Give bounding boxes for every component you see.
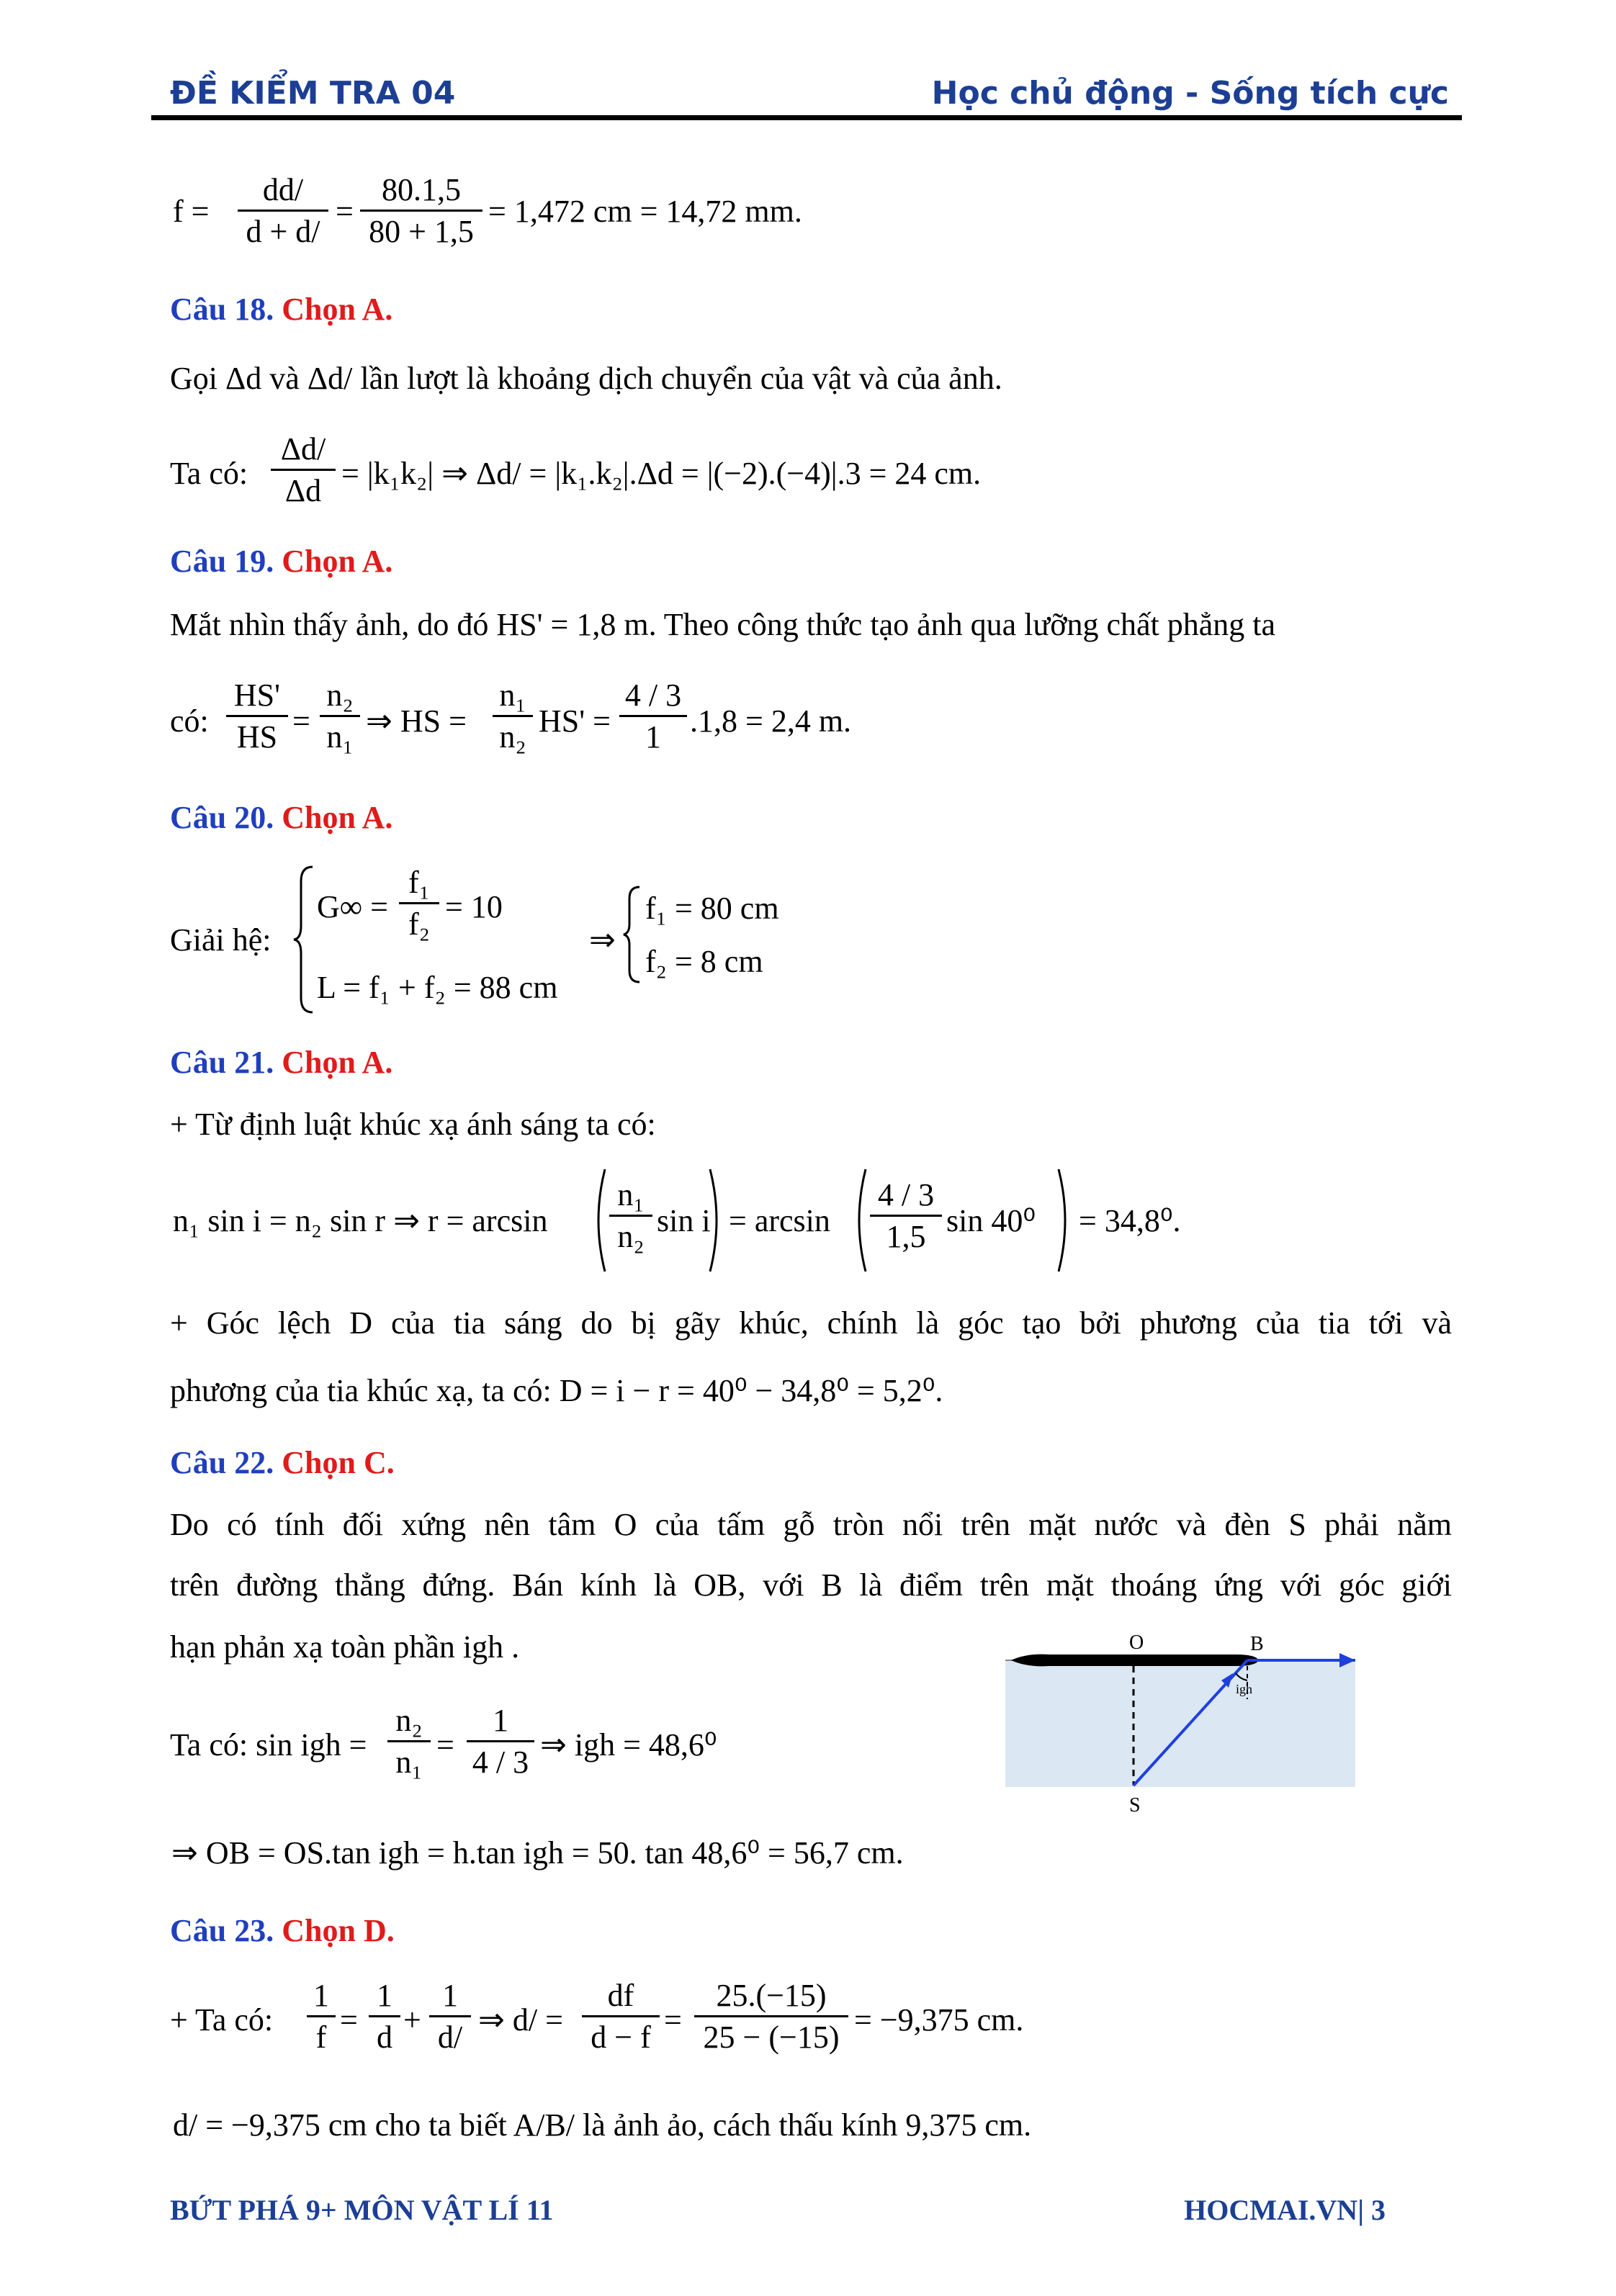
- refraction-diagram: [1005, 1634, 1380, 1822]
- q21-text-1: + Từ định luật khúc xạ ánh sáng ta có:: [170, 1107, 656, 1142]
- fraction-bar: [238, 210, 328, 212]
- fraction-bar: [467, 1740, 534, 1742]
- q19-fraction-3: [493, 677, 533, 755]
- q23-fraction-1: [307, 1977, 336, 2056]
- q17-frac2-num: 80.1,5: [382, 172, 461, 207]
- q22-text-1: Do có tính đối xứng nên tâm O của tấm gỗ tròn nổi trên mặt nước và đèn S phải nằm: [170, 1507, 1452, 1542]
- q22-f2-num: 1: [493, 1703, 508, 1738]
- q23-fraction-5: [694, 1977, 848, 2056]
- question-number: Câu 18.: [170, 292, 274, 327]
- fraction-bar: [870, 1215, 942, 1217]
- q20-g-rhs: = 10: [445, 889, 503, 924]
- fraction-bar: [360, 210, 482, 212]
- fraction-bar: [271, 469, 336, 471]
- q23-text: d/ = −9,375 cm cho ta biết A/B/ là ảnh ảo, cách thấu kính 9,375 cm.: [173, 2107, 1032, 2143]
- answer-choice: Chọn C.: [282, 1445, 395, 1480]
- fraction-bar: [582, 2015, 660, 2017]
- q23-f1-num: 1: [313, 1978, 329, 2013]
- fraction-bar: [609, 1215, 652, 1217]
- q23-f5-num: 25.(−15): [716, 1978, 827, 2013]
- q23-f3-den: d/: [437, 2020, 463, 2055]
- q17-result: = 1,472 cm = 14,72 mm.: [488, 194, 802, 229]
- q17-frac1-den: d + d/: [246, 214, 320, 249]
- q22-fraction-1: [387, 1702, 431, 1780]
- q23-fraction-4: [582, 1977, 660, 2056]
- q19-eq1: =: [292, 703, 310, 739]
- q21-end: sin 40⁰: [946, 1203, 1036, 1238]
- q23-end: = −9,375 cm.: [854, 2002, 1024, 2038]
- q17-f-lhs: f =: [173, 194, 210, 229]
- q21-result: = 34,8⁰.: [1079, 1203, 1181, 1238]
- q19-f4-den: 1: [645, 719, 661, 755]
- q20-r2: f₂ = 8 cm: [645, 944, 763, 979]
- fraction-bar: [694, 2015, 848, 2017]
- q18-frac-num: Δd/: [280, 431, 326, 467]
- right-paren-icon: [706, 1166, 727, 1274]
- q20-l-eq: L = f₁ + f₂ = 88 cm: [317, 970, 558, 1005]
- q21-lhs: n₁ sin i = n₂ sin r ⇒ r = arcsin: [173, 1203, 548, 1238]
- q23-f2-den: d: [377, 2020, 392, 2055]
- q19-f4-num: 4 / 3: [624, 677, 682, 713]
- question-number: Câu 22.: [170, 1445, 274, 1480]
- q19-f2-den: n₁: [326, 719, 354, 755]
- q17-frac1-num: dd/: [262, 172, 304, 207]
- fraction-bar: [619, 715, 687, 717]
- q20-giai-he: Giải hệ:: [170, 922, 271, 958]
- fraction-bar: [320, 715, 360, 717]
- q22-f1-num: n₂: [395, 1703, 423, 1738]
- left-brace-icon: [291, 864, 315, 1015]
- q19-fraction-1: [226, 677, 288, 755]
- answer-choice: Chọn D.: [282, 1913, 395, 1948]
- q17-fraction-1: [238, 171, 328, 250]
- footer-course: BỨT PHÁ 9+ MÔN VẬT LÍ 11: [170, 2194, 554, 2226]
- q19-mid: ⇒ HS =: [366, 703, 467, 739]
- fraction-bar: [399, 902, 439, 904]
- question-number: Câu 19.: [170, 544, 274, 579]
- q23-plus: + Ta có:: [170, 2002, 274, 2038]
- q23-eq2: =: [664, 2002, 682, 2038]
- question-number: Câu 23.: [170, 1913, 274, 1948]
- footer-site-page: HOCMAI.VN| 3: [1184, 2194, 1386, 2226]
- q22-line-2: ⇒ OB = OS.tan igh = h.tan igh = 50. tan 48,6⁰ = 56,7 cm.: [171, 1835, 904, 1870]
- q18-text: Gọi Δd và Δd/ lần lượt là khoảng dịch chuyển của vật và của ảnh.: [170, 361, 1002, 396]
- q21-f1-den: n₂: [617, 1219, 645, 1254]
- q19-f1-den: HS: [236, 719, 278, 755]
- fraction-bar: [226, 715, 288, 717]
- water-region: [1005, 1660, 1355, 1787]
- q20-heading: [170, 799, 392, 836]
- fraction-bar: [369, 2015, 400, 2017]
- answer-choice: Chọn A.: [282, 1045, 393, 1080]
- q22-f1-den: n₁: [395, 1744, 423, 1780]
- header-title: ĐỀ KIỂM TRA 04: [170, 75, 456, 112]
- q19-f2-num: n₂: [326, 677, 354, 713]
- answer-choice: Chọn A.: [282, 544, 393, 579]
- q21-fraction-2: [870, 1176, 942, 1255]
- q21-mid: sin i: [657, 1203, 711, 1238]
- q22-fraction-2: [467, 1702, 534, 1780]
- left-paren-icon: [588, 1166, 609, 1274]
- q22-text-3: hạn phản xạ toàn phần igh .: [170, 1629, 520, 1665]
- q23-f4-num: df: [607, 1978, 634, 2013]
- question-number: Câu 20.: [170, 800, 274, 835]
- q18-ta-co: Ta có:: [170, 456, 248, 491]
- q21-mid2: = arcsin: [729, 1203, 830, 1238]
- q22-text-2: trên đường thẳng đứng. Bán kính là OB, với B là điểm trên mặt thoáng ứng với góc giới: [170, 1567, 1452, 1603]
- right-paren-icon: [1054, 1166, 1076, 1274]
- q18-equation: = |k₁k₂| ⇒ Δd/ = |k₁.k₂|.Δd = |(−2).(−4)|.3 = 24 cm.: [341, 456, 982, 491]
- label-igh: igh: [1236, 1682, 1253, 1696]
- q23-f4-den: d − f: [591, 2020, 651, 2055]
- q22-heading: [170, 1444, 395, 1481]
- q21-f2-den: 1,5: [886, 1219, 926, 1254]
- answer-choice: Chọn A.: [282, 292, 393, 327]
- q17-fraction-2: [360, 171, 482, 250]
- q19-fraction-4: [619, 677, 687, 755]
- q21-text-3: phương của tia khúc xạ, ta có: D = i − r = 40⁰ − 34,8⁰ = 5,2⁰.: [170, 1373, 943, 1408]
- q23-f2-num: 1: [377, 1978, 392, 2013]
- q23-f3-num: 1: [442, 1978, 458, 2013]
- left-paren-icon: [848, 1166, 870, 1274]
- q19-f1-num: HS': [233, 677, 281, 713]
- q23-eq1: =: [340, 2002, 358, 2038]
- q17-frac2-den: 80 + 1,5: [369, 214, 474, 249]
- answer-choice: Chọn A.: [282, 800, 393, 835]
- label-S: S: [1129, 1794, 1141, 1816]
- q19-f3-num: n₁: [499, 677, 526, 713]
- q23-f5-den: 25 − (−15): [703, 2020, 840, 2055]
- q23-plus2: +: [403, 2002, 421, 2038]
- header-divider: [151, 115, 1462, 120]
- q19-text: Mắt nhìn thấy ảnh, do đó HS' = 1,8 m. Theo công thức tạo ảnh qua lưỡng chất phẳng ta: [170, 607, 1276, 642]
- q23-fraction-3: [429, 1977, 471, 2056]
- q21-heading: [170, 1044, 392, 1081]
- wooden-disk: [1011, 1655, 1259, 1667]
- q22-f2-den: 4 / 3: [472, 1744, 529, 1780]
- q22-ta-co: Ta có: sin igh =: [170, 1727, 367, 1762]
- question-number: Câu 21.: [170, 1045, 274, 1080]
- q22-eq: =: [436, 1727, 454, 1762]
- q19-f3-den: n₂: [499, 719, 526, 755]
- fraction-bar: [307, 2015, 336, 2017]
- q23-mid: ⇒ d/ =: [478, 2002, 563, 2038]
- q21-text-2: + Góc lệch D của tia sáng do bị gãy khúc, chính là góc tạo bởi phương của tia tới và: [170, 1305, 1452, 1341]
- q20-r1: f₁ = 80 cm: [645, 891, 779, 926]
- q21-fraction-1: [609, 1176, 652, 1255]
- label-B: B: [1250, 1634, 1264, 1655]
- q21-f2-num: 4 / 3: [877, 1177, 935, 1212]
- q20-g-num: f₁: [408, 865, 430, 900]
- q23-heading: [170, 1912, 395, 1949]
- q19-heading: [170, 543, 392, 580]
- q20-arrow: ⇒: [589, 922, 616, 958]
- q20-g-den: f₂: [408, 906, 430, 942]
- q21-f1-num: n₁: [617, 1177, 645, 1212]
- q18-fraction: [271, 431, 336, 509]
- fraction-bar: [387, 1740, 431, 1742]
- header-slogan: Học chủ động - Sống tích cực: [931, 75, 1449, 112]
- q18-heading: [170, 291, 392, 328]
- q19-end: .1,8 = 2,4 m.: [690, 703, 852, 739]
- q19-fraction-2: [320, 677, 360, 755]
- q17-eq: =: [336, 194, 354, 229]
- fraction-bar: [429, 2015, 471, 2017]
- left-brace-icon: [621, 884, 642, 985]
- q19-co: có:: [170, 703, 209, 739]
- q18-frac-den: Δd: [284, 473, 322, 508]
- q23-f1-den: f: [315, 2020, 327, 2055]
- q22-result: ⇒ igh = 48,6⁰: [540, 1727, 717, 1762]
- q20-g-fraction: [399, 864, 439, 942]
- q23-fraction-2: [369, 1977, 400, 2056]
- q19-mid2: HS' =: [539, 703, 611, 739]
- fraction-bar: [493, 715, 533, 717]
- label-O: O: [1129, 1634, 1144, 1654]
- q20-g-lhs: G∞ =: [317, 889, 388, 924]
